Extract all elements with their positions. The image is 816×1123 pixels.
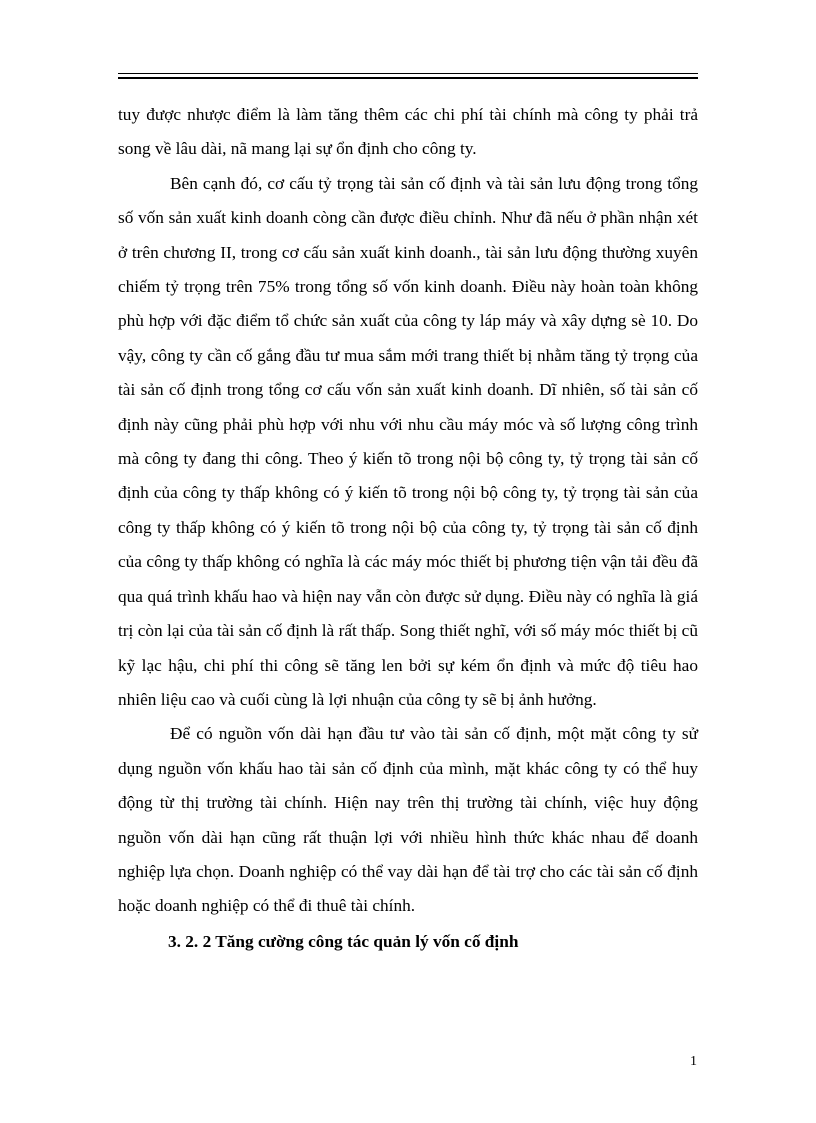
- header-rule-thick: [118, 77, 698, 79]
- paragraph-continuation: tuy được nhược điểm là làm tăng thêm các chi phí tài chính mà công ty phải trả song về lâu dài, nã mang lại sự ổn định cho công ty.: [118, 105, 698, 159]
- page-body: [118, 98, 698, 959]
- paragraph-long-term-capital: Để có nguồn vốn dài hạn đầu tư vào tài sản cố định, một mặt công ty sử dụng nguồn vốn khấu hao tài sản cố định của mình, mặt khác công ty có thể huy động từ thị trường tài chính. Hiện nay trên thị trường tài chính, việc huy động nguồn vốn dài hạn cũng rất thuận lợi với nhiều hình thức khác nhau để doanh nghiệp lựa chọn. Doanh nghiệp có thể vay dài hạn để tài trợ cho các tài sản cố định hoặc doanh nghiệp có thể đi thuê tài chính.: [118, 724, 698, 916]
- header-rule-thin: [118, 73, 698, 74]
- page-number: 1: [690, 1054, 697, 1069]
- paragraph-asset-structure: Bên cạnh đó, cơ cấu tỷ trọng tài sản cố định và tài sản lưu động trong tổng số vốn sản xuất kinh doanh còng cần được điều chỉnh. Như đã nếu ở phần nhận xét ở trên chương II, trong cơ cấu sản xuất kinh doanh., tài sản lưu động thường xuyên chiếm tỷ trọng trên 75% trong tổng số vốn kinh doanh. Điều này hoàn toàn không phù hợp với đặc điểm tổ chức sản xuất của công ty láp máy và xây dựng sè 10. Do vậy, công ty cần cố gắng đầu tư mua sắm mới trang thiết bị nhằm tăng tỷ trọng của tài sản cố định trong tổng cơ cấu vốn sản xuất kinh doanh. Dĩ nhiên, số tài sản cố định này cũng phải phù hợp với nhu với nhu cầu máy móc và số lượng công trình mà công ty đang thi công. Theo ý kiến tõ trong nội bộ công ty, tỷ trọng tài sản cố định của công ty thấp không có ý kiến tõ trong nội bộ công ty, tỷ trọng tài sản của công ty thấp không có ý kiến tõ trong nội bộ của công ty, tỷ trọng tài sản cố định của công ty thấp không có nghĩa là các máy móc thiết bị phương tiện vận tải đều đã qua quá trình khấu hao và hiện nay vẫn còn được sử dụng. Điều này có nghĩa là giá trị còn lại của tài sản cố định là rất thấp. Song thiết nghĩ, với số máy móc thiết bị cũ kỹ lạc hậu, chi phí thi công sẽ tăng len bởi sự kém ổn định và mức độ tiêu hao nhiên liệu cao và cuối cùng là lợi nhuận của công ty sẽ bị ảnh hưởng.: [118, 173, 698, 709]
- section-heading: 3. 2. 2 Tăng cường công tác quản lý vốn cố định: [168, 931, 519, 951]
